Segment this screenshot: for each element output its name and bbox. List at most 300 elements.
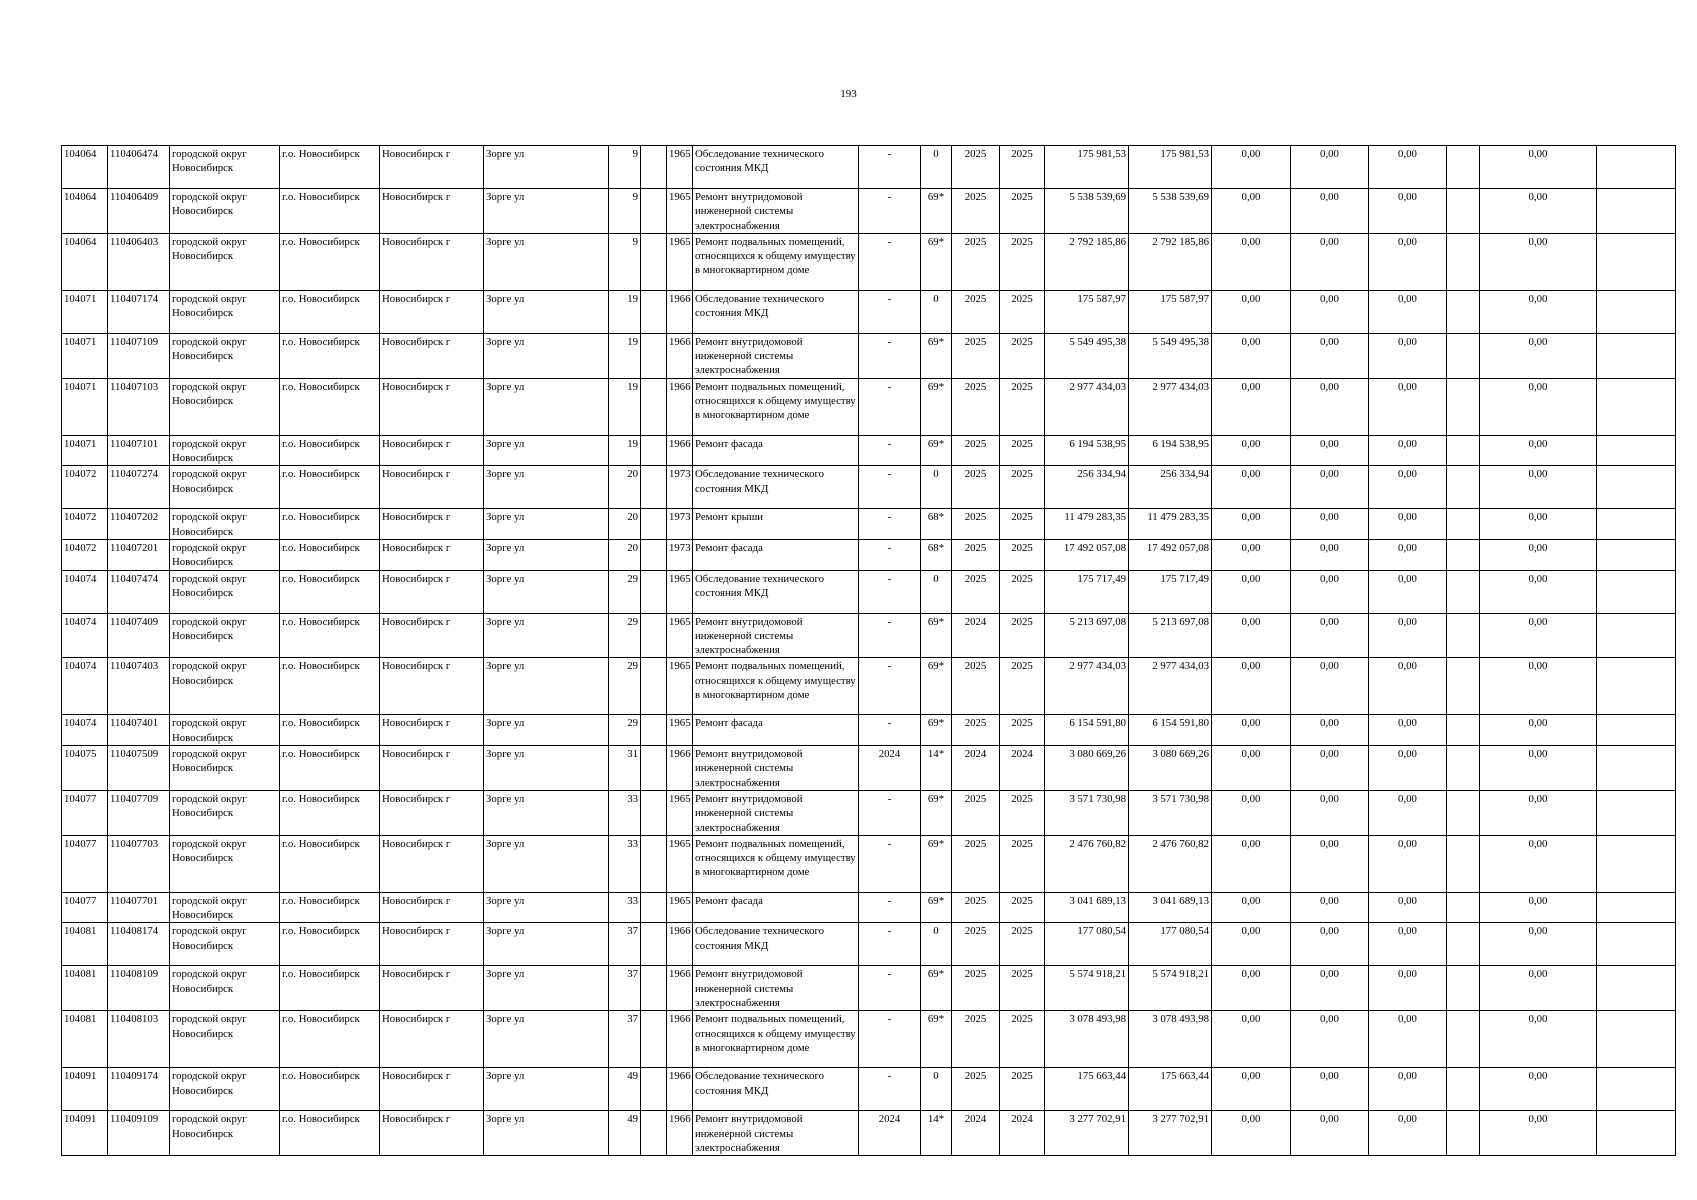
- cell-fund-3: 0,00: [1369, 746, 1447, 791]
- table-row: [62, 1068, 1676, 1111]
- cell-fund-5: 0,00: [1480, 290, 1597, 333]
- cell-wear: 68*: [921, 539, 952, 570]
- cell-wear: 14*: [921, 746, 952, 791]
- cell-street: Зорге ул: [484, 1068, 609, 1111]
- cell-fund-3: 0,00: [1369, 570, 1447, 613]
- cell-object-id: 104071: [62, 333, 108, 378]
- cell-prev-year: -: [859, 539, 921, 570]
- cell-municipality: городской округ Новосибирск: [170, 1068, 280, 1111]
- cell-building: [641, 835, 667, 892]
- cell-work-type: Обследование технического состояния МКД: [693, 146, 859, 189]
- cell-wear: 69*: [921, 790, 952, 835]
- cell-build-year: 1973: [667, 509, 693, 540]
- cell-build-year: 1965: [667, 658, 693, 715]
- cell-district: г.о. Новосибирск: [280, 658, 380, 715]
- cell-cost-total: 175 717,49: [1045, 570, 1129, 613]
- cell-cost-sum: 5 213 697,08: [1129, 613, 1212, 658]
- cell-locality: Новосибирск г: [380, 923, 484, 966]
- cell-cost-total: 3 277 702,91: [1045, 1111, 1129, 1156]
- cell-wear: 69*: [921, 966, 952, 1011]
- cell-wear: 0: [921, 570, 952, 613]
- cell-work-code: 110407401: [108, 715, 170, 746]
- cell-building: [641, 146, 667, 189]
- cell-fund-6: [1597, 435, 1676, 466]
- cell-build-year: 1965: [667, 715, 693, 746]
- cell-municipality: городской округ Новосибирск: [170, 1011, 280, 1068]
- cell-wear: 0: [921, 1068, 952, 1111]
- cell-district: г.о. Новосибирск: [280, 509, 380, 540]
- cell-prev-year: -: [859, 146, 921, 189]
- cell-cost-sum: 5 574 918,21: [1129, 966, 1212, 1011]
- cell-fund-1: 0,00: [1212, 1011, 1291, 1068]
- cell-plan-end: 2025: [1000, 570, 1045, 613]
- cell-fund-4: [1447, 570, 1480, 613]
- cell-work-type: Ремонт внутридомовой инженерной системы электроснабжения: [693, 966, 859, 1011]
- cell-work-type: Ремонт фасада: [693, 435, 859, 466]
- cell-fund-4: [1447, 892, 1480, 923]
- cell-fund-3: 0,00: [1369, 923, 1447, 966]
- cell-work-code: 110407474: [108, 570, 170, 613]
- cell-fund-6: [1597, 378, 1676, 435]
- cell-wear: 14*: [921, 1111, 952, 1156]
- table-row: [62, 746, 1676, 791]
- cell-fund-6: [1597, 966, 1676, 1011]
- cell-street: Зорге ул: [484, 539, 609, 570]
- cell-fund-4: [1447, 378, 1480, 435]
- cell-prev-year: -: [859, 1068, 921, 1111]
- cell-building: [641, 539, 667, 570]
- cell-prev-year: 2024: [859, 1111, 921, 1156]
- cell-house: 49: [609, 1111, 641, 1156]
- cell-fund-3: 0,00: [1369, 715, 1447, 746]
- cell-street: Зорге ул: [484, 923, 609, 966]
- cell-locality: Новосибирск г: [380, 539, 484, 570]
- table-row: [62, 613, 1676, 658]
- cell-fund-2: 0,00: [1291, 466, 1369, 509]
- cell-prev-year: -: [859, 715, 921, 746]
- cell-plan-start: 2025: [952, 378, 1000, 435]
- page-number: 193: [840, 88, 857, 100]
- cell-district: г.о. Новосибирск: [280, 189, 380, 234]
- cell-plan-end: 2025: [1000, 966, 1045, 1011]
- cell-prev-year: -: [859, 658, 921, 715]
- cell-house: 29: [609, 570, 641, 613]
- cell-fund-3: 0,00: [1369, 333, 1447, 378]
- cell-plan-end: 2025: [1000, 333, 1045, 378]
- cell-object-id: 104072: [62, 509, 108, 540]
- cell-fund-2: 0,00: [1291, 746, 1369, 791]
- cell-fund-6: [1597, 790, 1676, 835]
- cell-plan-end: 2025: [1000, 233, 1045, 290]
- cell-municipality: городской округ Новосибирск: [170, 466, 280, 509]
- cell-plan-end: 2025: [1000, 539, 1045, 570]
- cell-wear: 69*: [921, 715, 952, 746]
- cell-work-code: 110407703: [108, 835, 170, 892]
- cell-building: [641, 715, 667, 746]
- cell-house: 9: [609, 189, 641, 234]
- cell-build-year: 1966: [667, 435, 693, 466]
- cell-fund-2: 0,00: [1291, 658, 1369, 715]
- cell-street: Зорге ул: [484, 1011, 609, 1068]
- cell-build-year: 1966: [667, 290, 693, 333]
- cell-cost-total: 2 977 434,03: [1045, 658, 1129, 715]
- cell-fund-6: [1597, 189, 1676, 234]
- table-row: [62, 233, 1676, 290]
- cell-fund-6: [1597, 233, 1676, 290]
- cell-fund-1: 0,00: [1212, 290, 1291, 333]
- table-row: [62, 509, 1676, 540]
- cell-build-year: 1966: [667, 746, 693, 791]
- cell-object-id: 104064: [62, 233, 108, 290]
- cell-work-type: Ремонт внутридомовой инженерной системы электроснабжения: [693, 613, 859, 658]
- cell-locality: Новосибирск г: [380, 509, 484, 540]
- cell-fund-3: 0,00: [1369, 146, 1447, 189]
- cell-plan-end: 2025: [1000, 435, 1045, 466]
- cell-street: Зорге ул: [484, 189, 609, 234]
- cell-wear: 0: [921, 923, 952, 966]
- cell-fund-6: [1597, 539, 1676, 570]
- cell-cost-total: 177 080,54: [1045, 923, 1129, 966]
- cell-fund-4: [1447, 290, 1480, 333]
- cell-work-code: 110406474: [108, 146, 170, 189]
- cell-municipality: городской округ Новосибирск: [170, 233, 280, 290]
- cell-municipality: городской округ Новосибирск: [170, 966, 280, 1011]
- cell-fund-2: 0,00: [1291, 333, 1369, 378]
- cell-fund-2: 0,00: [1291, 790, 1369, 835]
- cell-plan-end: 2024: [1000, 1111, 1045, 1156]
- cell-build-year: 1966: [667, 1011, 693, 1068]
- cell-fund-6: [1597, 509, 1676, 540]
- cell-fund-2: 0,00: [1291, 966, 1369, 1011]
- cell-district: г.о. Новосибирск: [280, 790, 380, 835]
- cell-building: [641, 466, 667, 509]
- table-row: [62, 715, 1676, 746]
- cell-plan-end: 2025: [1000, 146, 1045, 189]
- cell-fund-3: 0,00: [1369, 613, 1447, 658]
- cell-build-year: 1965: [667, 613, 693, 658]
- cell-fund-5: 0,00: [1480, 966, 1597, 1011]
- cell-fund-2: 0,00: [1291, 892, 1369, 923]
- cell-work-type: Ремонт подвальных помещений, относящихся к общему имуществу в многоквартирном доме: [693, 1011, 859, 1068]
- cell-house: 9: [609, 146, 641, 189]
- cell-plan-start: 2024: [952, 746, 1000, 791]
- table-row: [62, 539, 1676, 570]
- cell-fund-2: 0,00: [1291, 1011, 1369, 1068]
- cell-work-type: Обследование технического состояния МКД: [693, 466, 859, 509]
- cell-work-type: Обследование технического состояния МКД: [693, 923, 859, 966]
- cell-plan-end: 2025: [1000, 189, 1045, 234]
- cell-street: Зорге ул: [484, 613, 609, 658]
- cell-fund-1: 0,00: [1212, 378, 1291, 435]
- cell-object-id: 104075: [62, 746, 108, 791]
- cell-prev-year: -: [859, 466, 921, 509]
- cell-cost-sum: 177 080,54: [1129, 923, 1212, 966]
- cell-object-id: 104064: [62, 189, 108, 234]
- cell-cost-total: 3 041 689,13: [1045, 892, 1129, 923]
- cell-house: 31: [609, 746, 641, 791]
- cell-fund-4: [1447, 746, 1480, 791]
- cell-locality: Новосибирск г: [380, 613, 484, 658]
- cell-prev-year: -: [859, 189, 921, 234]
- cell-municipality: городской округ Новосибирск: [170, 290, 280, 333]
- cell-cost-total: 2 476 760,82: [1045, 835, 1129, 892]
- cell-build-year: 1966: [667, 923, 693, 966]
- cell-build-year: 1966: [667, 1068, 693, 1111]
- cell-wear: 69*: [921, 333, 952, 378]
- cell-fund-1: 0,00: [1212, 658, 1291, 715]
- cell-cost-total: 2 792 185,86: [1045, 233, 1129, 290]
- cell-locality: Новосибирск г: [380, 790, 484, 835]
- cell-district: г.о. Новосибирск: [280, 746, 380, 791]
- cell-house: 20: [609, 466, 641, 509]
- cell-fund-4: [1447, 613, 1480, 658]
- cell-plan-start: 2025: [952, 1068, 1000, 1111]
- cell-plan-end: 2025: [1000, 892, 1045, 923]
- cell-fund-3: 0,00: [1369, 790, 1447, 835]
- cell-plan-end: 2025: [1000, 658, 1045, 715]
- cell-fund-3: 0,00: [1369, 290, 1447, 333]
- cell-plan-end: 2025: [1000, 923, 1045, 966]
- cell-fund-2: 0,00: [1291, 233, 1369, 290]
- cell-fund-5: 0,00: [1480, 570, 1597, 613]
- cell-fund-2: 0,00: [1291, 290, 1369, 333]
- cell-fund-6: [1597, 1068, 1676, 1111]
- cell-fund-6: [1597, 892, 1676, 923]
- cell-work-type: Ремонт внутридомовой инженерной системы электроснабжения: [693, 746, 859, 791]
- cell-work-code: 110407701: [108, 892, 170, 923]
- cell-work-type: Ремонт внутридомовой инженерной системы электроснабжения: [693, 790, 859, 835]
- cell-building: [641, 189, 667, 234]
- cell-wear: 0: [921, 146, 952, 189]
- cell-street: Зорге ул: [484, 715, 609, 746]
- cell-building: [641, 746, 667, 791]
- cell-municipality: городской округ Новосибирск: [170, 715, 280, 746]
- cell-fund-3: 0,00: [1369, 233, 1447, 290]
- cell-plan-end: 2025: [1000, 1011, 1045, 1068]
- cell-build-year: 1966: [667, 333, 693, 378]
- cell-cost-sum: 2 977 434,03: [1129, 658, 1212, 715]
- cell-fund-3: 0,00: [1369, 378, 1447, 435]
- cell-plan-start: 2025: [952, 539, 1000, 570]
- table-row: [62, 466, 1676, 509]
- cell-cost-total: 3 571 730,98: [1045, 790, 1129, 835]
- cell-plan-start: 2025: [952, 333, 1000, 378]
- cell-cost-sum: 175 717,49: [1129, 570, 1212, 613]
- cell-fund-3: 0,00: [1369, 658, 1447, 715]
- cell-fund-4: [1447, 790, 1480, 835]
- cell-cost-total: 17 492 057,08: [1045, 539, 1129, 570]
- cell-plan-start: 2025: [952, 509, 1000, 540]
- cell-building: [641, 570, 667, 613]
- cell-fund-4: [1447, 1068, 1480, 1111]
- cell-fund-5: 0,00: [1480, 892, 1597, 923]
- cell-cost-total: 256 334,94: [1045, 466, 1129, 509]
- cell-fund-1: 0,00: [1212, 570, 1291, 613]
- cell-district: г.о. Новосибирск: [280, 146, 380, 189]
- cell-municipality: городской округ Новосибирск: [170, 333, 280, 378]
- cell-fund-5: 0,00: [1480, 658, 1597, 715]
- cell-district: г.о. Новосибирск: [280, 435, 380, 466]
- cell-municipality: городской округ Новосибирск: [170, 189, 280, 234]
- cell-object-id: 104074: [62, 658, 108, 715]
- cell-fund-4: [1447, 539, 1480, 570]
- cell-locality: Новосибирск г: [380, 892, 484, 923]
- table-row: [62, 892, 1676, 923]
- cell-district: г.о. Новосибирск: [280, 378, 380, 435]
- cell-prev-year: -: [859, 966, 921, 1011]
- cell-municipality: городской округ Новосибирск: [170, 746, 280, 791]
- cell-plan-start: 2024: [952, 1111, 1000, 1156]
- cell-locality: Новосибирск г: [380, 746, 484, 791]
- cell-wear: 69*: [921, 435, 952, 466]
- cell-district: г.о. Новосибирск: [280, 1111, 380, 1156]
- cell-building: [641, 1011, 667, 1068]
- cell-plan-end: 2025: [1000, 290, 1045, 333]
- cell-work-code: 110407409: [108, 613, 170, 658]
- cell-fund-6: [1597, 146, 1676, 189]
- cell-fund-6: [1597, 715, 1676, 746]
- cell-wear: 0: [921, 466, 952, 509]
- cell-street: Зорге ул: [484, 333, 609, 378]
- cell-fund-5: 0,00: [1480, 790, 1597, 835]
- cell-district: г.о. Новосибирск: [280, 466, 380, 509]
- cell-fund-2: 0,00: [1291, 509, 1369, 540]
- cell-build-year: 1966: [667, 1111, 693, 1156]
- cell-work-code: 110408174: [108, 923, 170, 966]
- cell-plan-start: 2024: [952, 613, 1000, 658]
- cell-work-type: Обследование технического состояния МКД: [693, 570, 859, 613]
- cell-prev-year: -: [859, 790, 921, 835]
- cell-building: [641, 233, 667, 290]
- cell-plan-start: 2025: [952, 835, 1000, 892]
- cell-fund-4: [1447, 333, 1480, 378]
- cell-plan-start: 2025: [952, 715, 1000, 746]
- cell-street: Зорге ул: [484, 835, 609, 892]
- cell-fund-6: [1597, 1011, 1676, 1068]
- cell-plan-start: 2025: [952, 290, 1000, 333]
- cell-work-code: 110407403: [108, 658, 170, 715]
- cell-work-type: Ремонт внутридомовой инженерной системы электроснабжения: [693, 1111, 859, 1156]
- cell-fund-5: 0,00: [1480, 1068, 1597, 1111]
- cell-fund-2: 0,00: [1291, 613, 1369, 658]
- cell-building: [641, 966, 667, 1011]
- cell-object-id: 104077: [62, 892, 108, 923]
- cell-prev-year: -: [859, 835, 921, 892]
- cell-fund-2: 0,00: [1291, 1111, 1369, 1156]
- cell-fund-1: 0,00: [1212, 435, 1291, 466]
- cell-cost-total: 3 078 493,98: [1045, 1011, 1129, 1068]
- cell-house: 20: [609, 509, 641, 540]
- cell-cost-total: 175 587,97: [1045, 290, 1129, 333]
- cell-prev-year: 2024: [859, 746, 921, 791]
- cell-fund-1: 0,00: [1212, 189, 1291, 234]
- cell-fund-1: 0,00: [1212, 892, 1291, 923]
- cell-cost-sum: 3 078 493,98: [1129, 1011, 1212, 1068]
- table-row: [62, 658, 1676, 715]
- cell-locality: Новосибирск г: [380, 966, 484, 1011]
- cell-prev-year: -: [859, 509, 921, 540]
- cell-municipality: городской округ Новосибирск: [170, 613, 280, 658]
- cell-work-code: 110407709: [108, 790, 170, 835]
- cell-street: Зорге ул: [484, 658, 609, 715]
- cell-district: г.о. Новосибирск: [280, 715, 380, 746]
- cell-building: [641, 509, 667, 540]
- cell-locality: Новосибирск г: [380, 435, 484, 466]
- cell-fund-1: 0,00: [1212, 509, 1291, 540]
- cell-work-type: Ремонт внутридомовой инженерной системы электроснабжения: [693, 189, 859, 234]
- cell-municipality: городской округ Новосибирск: [170, 923, 280, 966]
- cell-fund-1: 0,00: [1212, 1111, 1291, 1156]
- cell-fund-6: [1597, 835, 1676, 892]
- cell-build-year: 1973: [667, 466, 693, 509]
- cell-cost-total: 175 981,53: [1045, 146, 1129, 189]
- cell-fund-5: 0,00: [1480, 466, 1597, 509]
- table-row: [62, 290, 1676, 333]
- cell-work-type: Обследование технического состояния МКД: [693, 1068, 859, 1111]
- cell-object-id: 104081: [62, 923, 108, 966]
- cell-street: Зорге ул: [484, 233, 609, 290]
- cell-prev-year: -: [859, 435, 921, 466]
- cell-cost-sum: 6 154 591,80: [1129, 715, 1212, 746]
- cell-building: [641, 378, 667, 435]
- cell-building: [641, 790, 667, 835]
- cell-work-code: 110406403: [108, 233, 170, 290]
- cell-municipality: городской округ Новосибирск: [170, 570, 280, 613]
- cell-plan-end: 2025: [1000, 466, 1045, 509]
- cell-fund-6: [1597, 290, 1676, 333]
- cell-municipality: городской округ Новосибирск: [170, 790, 280, 835]
- cell-cost-total: 5 538 539,69: [1045, 189, 1129, 234]
- cell-prev-year: -: [859, 613, 921, 658]
- cell-build-year: 1965: [667, 233, 693, 290]
- cell-fund-3: 0,00: [1369, 892, 1447, 923]
- cell-work-code: 110407201: [108, 539, 170, 570]
- cell-work-code: 110409174: [108, 1068, 170, 1111]
- cell-fund-2: 0,00: [1291, 923, 1369, 966]
- cell-work-code: 110408103: [108, 1011, 170, 1068]
- cell-locality: Новосибирск г: [380, 290, 484, 333]
- cell-plan-start: 2025: [952, 233, 1000, 290]
- cell-locality: Новосибирск г: [380, 233, 484, 290]
- cell-house: 37: [609, 1011, 641, 1068]
- cell-work-code: 110407509: [108, 746, 170, 791]
- cell-fund-5: 0,00: [1480, 189, 1597, 234]
- table-row: [62, 835, 1676, 892]
- cell-municipality: городской округ Новосибирск: [170, 509, 280, 540]
- cell-fund-4: [1447, 835, 1480, 892]
- cell-wear: 69*: [921, 1011, 952, 1068]
- cell-street: Зорге ул: [484, 509, 609, 540]
- cell-prev-year: -: [859, 290, 921, 333]
- cell-object-id: 104077: [62, 790, 108, 835]
- cell-object-id: 104081: [62, 966, 108, 1011]
- cell-fund-6: [1597, 658, 1676, 715]
- cell-district: г.о. Новосибирск: [280, 892, 380, 923]
- cell-locality: Новосибирск г: [380, 1111, 484, 1156]
- table-row: [62, 1011, 1676, 1068]
- cell-fund-6: [1597, 923, 1676, 966]
- cell-fund-1: 0,00: [1212, 146, 1291, 189]
- cell-object-id: 104091: [62, 1068, 108, 1111]
- cell-cost-sum: 2 977 434,03: [1129, 378, 1212, 435]
- cell-fund-4: [1447, 435, 1480, 466]
- cell-district: г.о. Новосибирск: [280, 233, 380, 290]
- cell-work-code: 110407103: [108, 378, 170, 435]
- cell-object-id: 104074: [62, 613, 108, 658]
- cell-fund-5: 0,00: [1480, 435, 1597, 466]
- cell-wear: 69*: [921, 378, 952, 435]
- cell-locality: Новосибирск г: [380, 570, 484, 613]
